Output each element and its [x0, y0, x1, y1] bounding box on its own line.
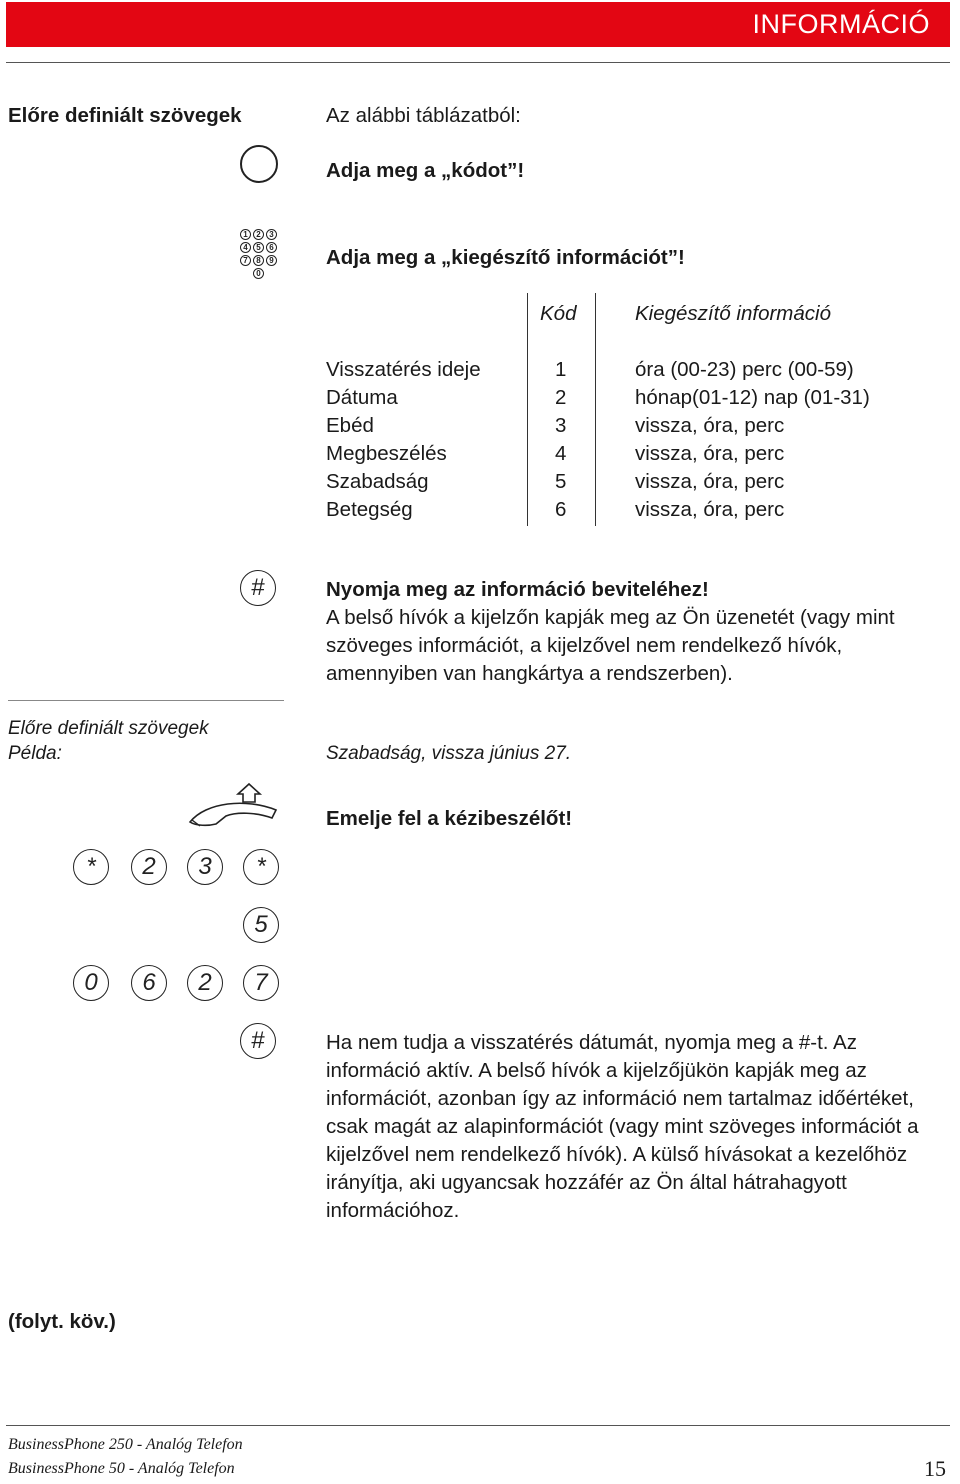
handset-lift-icon — [186, 780, 286, 832]
keypad-digit-icon: 2 — [253, 229, 264, 240]
continued-label: (folyt. köv.) — [8, 1310, 116, 1333]
intro-text: Az alábbi táblázatból: — [326, 104, 521, 127]
hash-key-icon: # — [240, 1023, 276, 1059]
digit-key-icon: 5 — [243, 907, 279, 943]
table-header-info: Kiegészítő információ — [635, 302, 831, 325]
digit-key-icon: 2 — [131, 849, 167, 885]
row-info: hónap(01-12) nap (01-31) — [635, 386, 870, 409]
example-value: Szabadság, vissza június 27. — [326, 743, 572, 764]
header-divider — [6, 62, 950, 63]
table-row — [326, 468, 926, 496]
row-label: Ebéd — [326, 414, 374, 437]
press-hash-title: Nyomja meg az információ beviteléhez! — [326, 578, 709, 601]
footer-line-2: BusinessPhone 50 - Analóg Telefon — [8, 1460, 235, 1477]
digit-key-icon: 7 — [243, 965, 279, 1001]
keypad-digit-icon: 5 — [253, 242, 264, 253]
keypad-digit-icon: 8 — [253, 255, 264, 266]
digit-key-icon: 2 — [187, 965, 223, 1001]
footer-line-1: BusinessPhone 250 - Analóg Telefon — [8, 1436, 243, 1453]
row-info: vissza, óra, perc — [635, 442, 785, 465]
note-text: Ha nem tudja a visszatérés dátumát, nyomja meg a #-t. Az információ aktív. A belső hívók a kijelzőjükön kapják meg az információt, azonban így az információ nem tartalmaz időértéket, csak magát az alapinformációt (vagy mint szöveges információt a kijelzővel nem rendelkező hívók). A külső hívásokat a kezelőhöz irányítja, aki ugyancsak hozzáfér az Ön által hátrahagyott információhoz. — [326, 1031, 919, 1222]
hash-key-icon: # — [240, 570, 276, 606]
lift-handset-text: Emelje fel a kézibeszélőt! — [326, 807, 573, 830]
example-label: Példa: — [8, 743, 62, 764]
row-info: vissza, óra, perc — [635, 498, 785, 521]
row-info: vissza, óra, perc — [635, 470, 785, 493]
table-row — [326, 384, 926, 412]
row-label: Megbeszélés — [326, 442, 447, 465]
row-code: 5 — [555, 470, 567, 493]
row-label: Dátuma — [326, 386, 398, 409]
table-header-code: Kód — [540, 302, 577, 325]
digit-key-icon: 3 — [187, 849, 223, 885]
enter-extra-text: Adja meg a „kiegészítő információt”! — [326, 246, 685, 269]
blank-key-icon — [240, 145, 278, 183]
row-info: óra (00-23) perc (00-59) — [635, 358, 854, 381]
star-key-icon: * — [243, 849, 279, 885]
keypad-digit-icon: 4 — [240, 242, 251, 253]
row-info: vissza, óra, perc — [635, 414, 785, 437]
section-title: Előre definiált szövegek — [8, 104, 242, 127]
keypad-icon — [240, 229, 280, 285]
press-hash-text: A belső hívók a kijelzőn kapják meg az Ön üzenetét (vagy mint szöveges információt, a kijelzővel nem rendelkező hívók, amennyiben van hangkártya a rendszerben). — [326, 606, 895, 685]
table-row — [326, 412, 926, 440]
example-divider — [8, 700, 284, 701]
row-label: Betegség — [326, 498, 413, 521]
star-key-icon: * — [73, 849, 109, 885]
row-code: 1 — [555, 358, 567, 381]
digit-key-icon: 0 — [73, 965, 109, 1001]
row-code: 6 — [555, 498, 567, 521]
digit-key-icon: 6 — [131, 965, 167, 1001]
table-row — [326, 440, 926, 468]
row-code: 3 — [555, 414, 567, 437]
enter-code-text: Adja meg a „kódot”! — [326, 159, 525, 182]
keypad-digit-icon: 3 — [266, 229, 277, 240]
keypad-digit-icon: 1 — [240, 229, 251, 240]
keypad-digit-icon: 7 — [240, 255, 251, 266]
row-label: Szabadság — [326, 470, 429, 493]
keypad-digit-icon: 0 — [253, 268, 264, 279]
keypad-digit-icon: 6 — [266, 242, 277, 253]
page-title: INFORMÁCIÓ — [752, 9, 930, 39]
footer-divider — [6, 1425, 950, 1426]
example-title: Előre definiált szövegek — [8, 718, 209, 739]
page-number: 15 — [924, 1456, 946, 1481]
row-code: 2 — [555, 386, 567, 409]
row-code: 4 — [555, 442, 567, 465]
row-label: Visszatérés ideje — [326, 358, 481, 381]
table-row — [326, 496, 926, 524]
table-row — [326, 356, 926, 384]
keypad-digit-icon: 9 — [266, 255, 277, 266]
